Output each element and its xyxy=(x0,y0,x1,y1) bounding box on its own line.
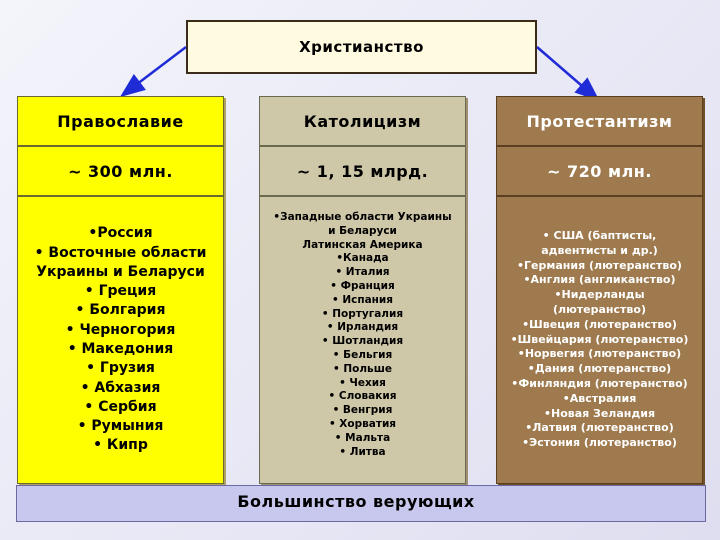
list-item: • Хорватия xyxy=(328,417,397,430)
list-item: •Россия xyxy=(88,225,153,242)
list-item: •Дания (лютеранство) xyxy=(527,362,672,376)
catholicism-count: ~ 1, 15 млрд. xyxy=(296,161,429,181)
orthodoxy-countries xyxy=(17,196,224,484)
list-item: •Латвия (лютеранство) xyxy=(525,421,674,435)
list-item: • Польше xyxy=(333,362,392,375)
protestantism-count: ~ 720 млн. xyxy=(547,161,652,181)
orthodoxy-header xyxy=(17,96,224,146)
protestantism-name: Протестантизм xyxy=(526,111,673,131)
list-item: •Швеция (лютеранство) xyxy=(522,317,677,331)
list-item: • Мальта xyxy=(334,431,391,444)
list-item: Латинская Америка xyxy=(302,238,423,251)
list-item: • Испания xyxy=(331,293,394,306)
list-item: •Канада xyxy=(336,252,389,265)
christianity-root-box xyxy=(186,20,537,74)
list-item: • Италия xyxy=(335,266,390,279)
list-item: •Нидерланды xyxy=(554,288,645,302)
list-item: • Бельгия xyxy=(332,348,393,361)
list-item: •Англия (англиканство) xyxy=(523,273,676,287)
list-item: • Румыния xyxy=(77,418,164,435)
list-item: • США (баптисты, xyxy=(542,229,657,243)
list-item: • Восточные области xyxy=(34,244,207,261)
orthodoxy-count: ~ 300 млн. xyxy=(68,161,173,181)
list-item: • Литва xyxy=(339,445,386,458)
list-item: • Ирландия xyxy=(326,321,399,334)
list-item: • Шотландия xyxy=(321,335,404,348)
arrow-to-protestantism xyxy=(537,47,596,98)
catholicism-header xyxy=(259,96,466,146)
orthodoxy-name: Православие xyxy=(57,111,184,131)
arrow-to-orthodoxy xyxy=(124,47,186,94)
list-item: • Португалия xyxy=(321,307,404,320)
list-item: • Словакия xyxy=(328,390,397,403)
list-item: адвентисты и др.) xyxy=(541,243,658,257)
catholicism-countries xyxy=(259,196,466,484)
root-label: Христианство xyxy=(299,38,424,56)
catholicism-name: Католицизм xyxy=(303,111,422,131)
list-item: •Эстония (лютеранство) xyxy=(522,436,677,450)
list-item: •Германия (лютеранство) xyxy=(517,258,682,272)
list-item: •Швейцария (лютеранство) xyxy=(510,332,689,346)
list-item: • Чехия xyxy=(339,376,386,389)
list-item: Украины и Беларуси xyxy=(36,263,205,280)
catholicism-count-cell xyxy=(259,146,466,196)
list-item: (лютеранство) xyxy=(553,303,646,316)
list-item: • Франция xyxy=(330,279,395,292)
list-item: •Норвегия (лютеранство) xyxy=(517,347,682,361)
list-item: • Черногория xyxy=(65,321,176,338)
list-item: • Абхазия xyxy=(80,379,161,396)
list-item: • Грузия xyxy=(86,360,155,377)
list-item: •Австралия xyxy=(562,391,637,405)
protestantism-count-cell xyxy=(496,146,703,196)
protestantism-countries xyxy=(496,196,703,484)
list-item: • Кипр xyxy=(93,437,148,454)
list-item: • Венгрия xyxy=(332,404,393,417)
footer-label: Большинство верующих xyxy=(237,492,475,511)
protestantism-header xyxy=(496,96,703,146)
list-item: •Западные области Украины xyxy=(273,211,452,223)
list-item: • Сербия xyxy=(84,398,157,415)
footer-bar xyxy=(16,485,706,522)
list-item: •Финляндия (лютеранство) xyxy=(511,376,688,390)
list-item: • Болгария xyxy=(75,302,166,319)
list-item: • Греция xyxy=(84,283,157,300)
list-item: и Беларуси xyxy=(328,224,397,237)
list-item: •Новая Зеландия xyxy=(543,406,656,420)
list-item: • Македония xyxy=(67,341,174,357)
orthodoxy-count-cell xyxy=(17,146,224,196)
